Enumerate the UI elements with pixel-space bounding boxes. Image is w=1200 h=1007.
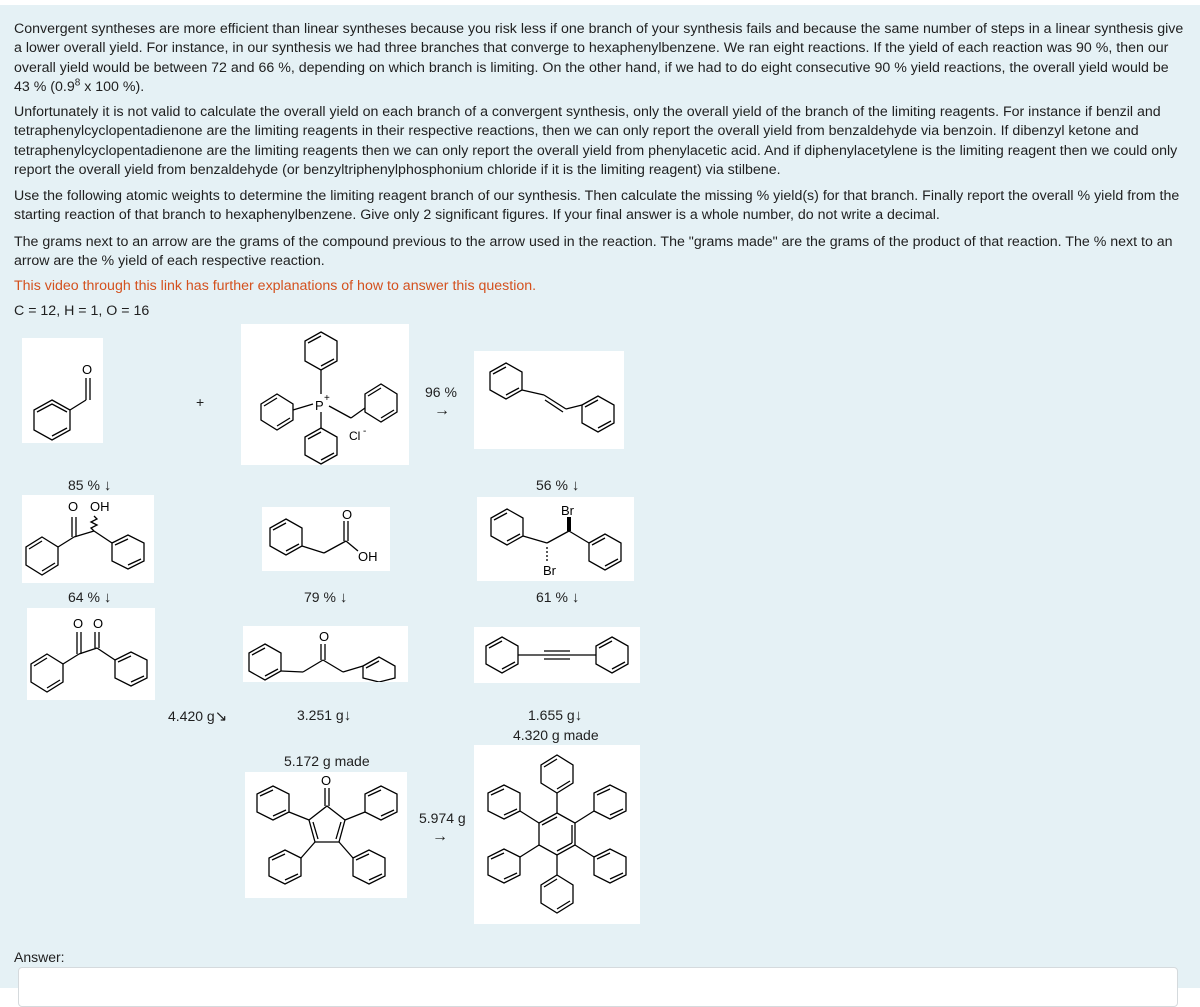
stilbene-dibromide-structure [477, 497, 634, 581]
ketone-grams: 3.251 g [297, 707, 344, 723]
down-arrow: ↓ [571, 589, 580, 606]
diphenylacetylene-structure [474, 627, 640, 683]
hexaphenylbenzene-structure [474, 745, 640, 924]
intro-paragraph [14, 20, 1186, 98]
alkyne-grams: 1.655 g [528, 707, 575, 723]
grams-note-paragraph: The grams next to an arrow are the grams of the compound previous to the arrow used in the reaction. The "grams made" are the grams of the product of that reaction. The % next to an arrow are the % yield of each respective reaction. [14, 234, 1173, 270]
dibenzyl-ketone-structure [243, 626, 408, 682]
diagonal-arrow: ↘ [214, 708, 228, 725]
benzoin-structure [22, 495, 154, 583]
benzaldehyde-structure [22, 338, 103, 443]
oxygen-label: O [82, 362, 93, 377]
down-arrow: ↓ [103, 477, 112, 494]
tetraphenylcyclopentadienone-made: 5.172 g made [284, 753, 370, 769]
atomic-weights: C = 12, H = 1, O = 16 [14, 303, 150, 319]
hydroxyl-label: OH [358, 549, 378, 564]
benzoin-yield: 85 % [68, 477, 100, 493]
benzil-yield: 64 % [68, 589, 100, 605]
chloride-label: Cl [349, 429, 361, 443]
bromine-label: Br [561, 503, 574, 518]
oxygen-label: O [68, 499, 79, 514]
oxygen-label: O [93, 616, 104, 631]
stilbene-structure [474, 351, 624, 449]
down-arrow: ↓ [574, 707, 583, 724]
oxygen-label: O [321, 773, 332, 788]
intro-text: Convergent syntheses are more efficient than linear syntheses because you risk less if one branch of your synthesis fails and because the same number of steps in a linear synthesis give a lower overall yield. For instance, in our synthesis we had three branches that converge to hexaphenylbenzene. We ran eight reactions. If the yield of each reaction was 90 %, then our overall yield would be between 72 and 66 %, depending on which branch is limiting. On the other hand, if we had to do eight consecutive 90 % yield reactions, the overall yield would be 43 % (0.9 [14, 21, 1184, 96]
alkyne-yield-label [536, 589, 579, 606]
diels-alder-arrow: → [432, 828, 448, 845]
ketone-grams-label [297, 707, 351, 724]
instructions-paragraph: Use the following atomic weights to determine the limiting reagent branch of our synthesis. Then calculate the missing % yield(s) for that branch. Finally report the overall % yield from the starting reaction of that branch to hexaphenylbenzene. Give only 2 significant figures. If your final answer is a whole number, do not write a decimal. [14, 188, 1180, 224]
ketone-yield: 79 % [304, 589, 336, 605]
wittig-arrow: → [434, 402, 450, 419]
down-arrow: ↓ [343, 707, 352, 724]
hydroxyl-label: OH [90, 499, 110, 514]
benzoin-yield-label [68, 477, 111, 494]
benzil-yield-label [68, 589, 111, 606]
dibromide-yield-label [536, 477, 579, 494]
answer-label: Answer: [14, 949, 65, 965]
alkyne-grams-label [528, 707, 582, 724]
tpcp-grams: 5.974 g [419, 810, 466, 826]
video-link[interactable]: This video through this link has further explanations of how to answer this question. [14, 278, 537, 294]
benzil-structure [27, 608, 155, 700]
phosphorus-label: P [315, 398, 324, 413]
alkyne-yield: 61 % [536, 589, 568, 605]
oxygen-label: O [73, 616, 84, 631]
down-arrow: ↓ [571, 477, 580, 494]
question-panel [0, 5, 1200, 988]
ketone-yield-label [304, 589, 347, 606]
bromine-label: Br [543, 563, 556, 578]
answer-input[interactable] [18, 967, 1178, 1007]
tetraphenylcyclopentadienone-structure [245, 772, 407, 898]
benzil-grams-label [168, 707, 227, 725]
down-arrow: ↓ [103, 589, 112, 606]
phenylacetic-acid-structure [262, 507, 390, 571]
benzil-grams: 4.420 g [168, 708, 215, 724]
negative-charge: - [363, 426, 367, 437]
down-arrow: ↓ [339, 589, 348, 606]
oxygen-label: O [319, 629, 330, 644]
phosphonium-salt-structure [241, 324, 409, 465]
plus-sign: + [196, 394, 205, 410]
exponent: 8 [74, 77, 81, 89]
intro-text-end: x 100 %). [80, 79, 145, 96]
oxygen-label: O [342, 507, 353, 522]
hexaphenylbenzene-made: 4.320 g made [513, 727, 599, 743]
wittig-yield: 96 % [425, 384, 457, 400]
limiting-paragraph: Unfortunately it is not valid to calculate the overall yield on each branch of a convergent synthesis, only the overall yield of the branch of the limiting reagents. For instance if benzil and tetraphenylcyclopentadienone are the limiting reagents in their respective reactions, then we can only report the overall yield from benzaldehyde via benzoin. If dibenzyl ketone and tetraphenylcyclopentadienone are the limiting reagents then we can only report the overall yield from phenylacetic acid. And if diphenylacetylene is the limiting reagent then we could only report the overall yield from benzaldehyde (or benzyltriphenylphosphonium chloride if it is the limiting reagent) via stilbene. [14, 104, 1178, 179]
positive-charge: + [324, 393, 330, 404]
dibromide-yield: 56 % [536, 477, 568, 493]
